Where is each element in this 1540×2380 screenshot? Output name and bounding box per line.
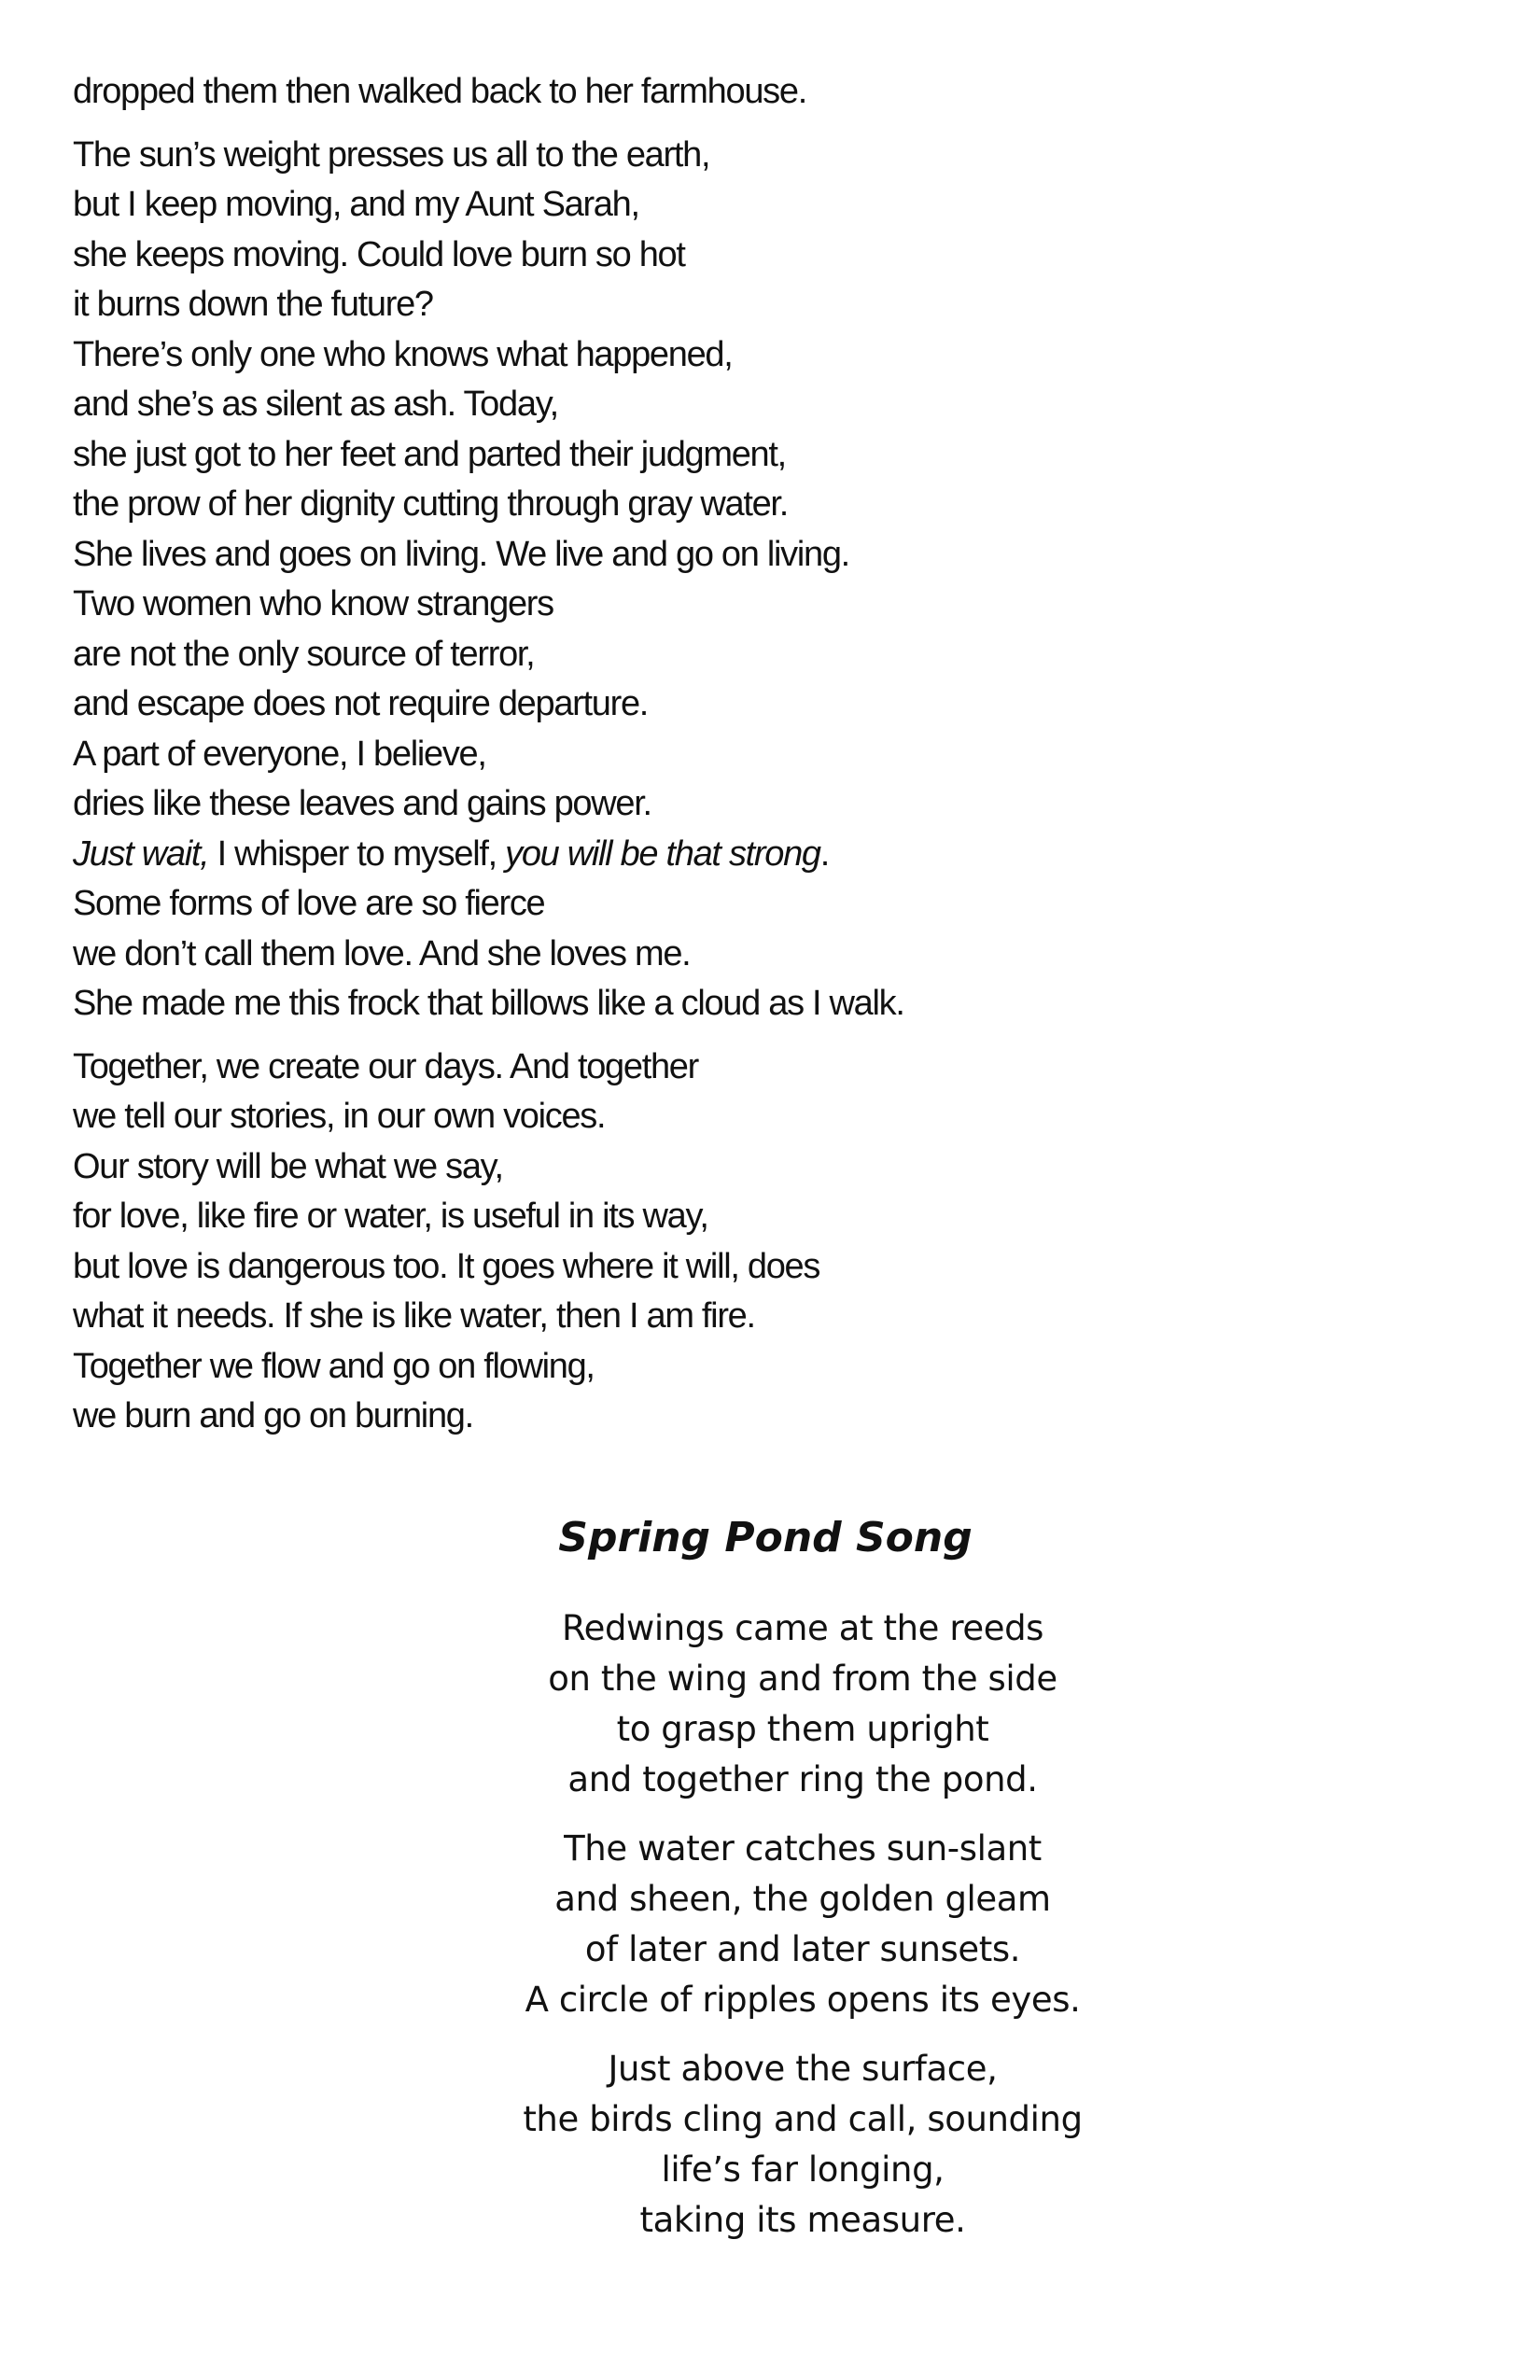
italic-phrase: you will be that strong: [505, 833, 820, 874]
spring-pond-song-poem: [485, 1603, 1120, 2264]
poem-line: The sun’s weight presses us all to the earth,: [73, 134, 710, 175]
poem-line: we burn and go on burning.: [73, 1396, 473, 1435]
stanza: [73, 67, 1193, 118]
poem-line: she keeps moving. Could love burn so hot: [73, 234, 685, 274]
poem-line: she just got to her feet and parted their judgment,: [73, 434, 786, 474]
poem-line: on the wing and from the side: [548, 1659, 1057, 1699]
poem-line: Together we flow and go on flowing,: [73, 1346, 595, 1386]
poem-line: life’s far longing,: [661, 2149, 945, 2190]
poem-line: and together ring the pond.: [567, 1759, 1038, 1799]
poem-line: it burns down the future?: [73, 285, 433, 324]
stanza: [73, 131, 1193, 1029]
poem-line: Some forms of love are so fierce: [73, 884, 545, 923]
poem-line: and she’s as silent as ash. Today,: [73, 385, 558, 424]
poem-line: Our story will be what we say,: [73, 1146, 503, 1186]
poem-line: but I keep moving, and my Aunt Sarah,: [73, 185, 639, 224]
poem-line: A circle of ripples opens its eyes.: [525, 1980, 1081, 2020]
poem-line: The water catches sun-slant: [564, 1828, 1042, 1869]
poem-line: and escape does not require departure.: [73, 684, 649, 723]
poem-line: dries like these leaves and gains power.: [73, 784, 651, 823]
poem-line: taking its measure.: [639, 2200, 966, 2240]
plain-phrase: I whisper to myself,: [208, 833, 506, 874]
poem-line: There’s only one who knows what happened,: [73, 334, 733, 374]
poem-line: Just above the surface,: [608, 2049, 998, 2089]
poem-line: dropped them then walked back to her farmhouse.: [73, 72, 806, 111]
poem-line: the prow of her dignity cutting through gray water.: [73, 484, 788, 524]
poem-line: we don’t call them love. And she loves me.: [73, 933, 691, 973]
poem-line: are not the only source of terror,: [73, 634, 535, 674]
poem-line: to grasp them upright: [616, 1709, 989, 1749]
poem-line: She made me this frock that billows like a cloud as I walk.: [73, 984, 904, 1023]
poem-line-italic-mixed: [73, 830, 1193, 880]
stanza: [485, 1824, 1120, 2025]
plain-phrase: .: [819, 833, 830, 874]
poem-line: what it needs. If she is like water, then I am fire.: [73, 1296, 755, 1336]
poem-line: and sheen, the golden gleam: [554, 1879, 1051, 1919]
poem-line: but love is dangerous too. It goes where it will, does: [73, 1246, 820, 1286]
poem-line: of later and later sunsets.: [584, 1929, 1021, 1969]
stanza: [485, 1603, 1120, 1805]
italic-phrase: Just wait,: [73, 833, 209, 874]
stanza: [73, 1043, 1193, 1442]
stanza: [485, 2044, 1120, 2246]
poem-title: Spring Pond Song: [558, 1514, 973, 1561]
poem-line: the birds cling and call, sounding: [523, 2099, 1083, 2139]
poem-line: A part of everyone, I believe,: [73, 734, 486, 774]
poem-line: for love, like fire or water, is useful in its way,: [73, 1197, 708, 1236]
poem-line: Redwings came at the reeds: [561, 1608, 1044, 1648]
poem-line: Together, we create our days. And together: [73, 1046, 698, 1086]
poem-line: we tell our stories, in our own voices.: [73, 1097, 606, 1136]
poem-continuation: [73, 67, 1193, 1455]
poem-line: Two women who know strangers: [73, 584, 553, 623]
poem-line: She lives and goes on living. We live and go on living.: [73, 534, 849, 574]
